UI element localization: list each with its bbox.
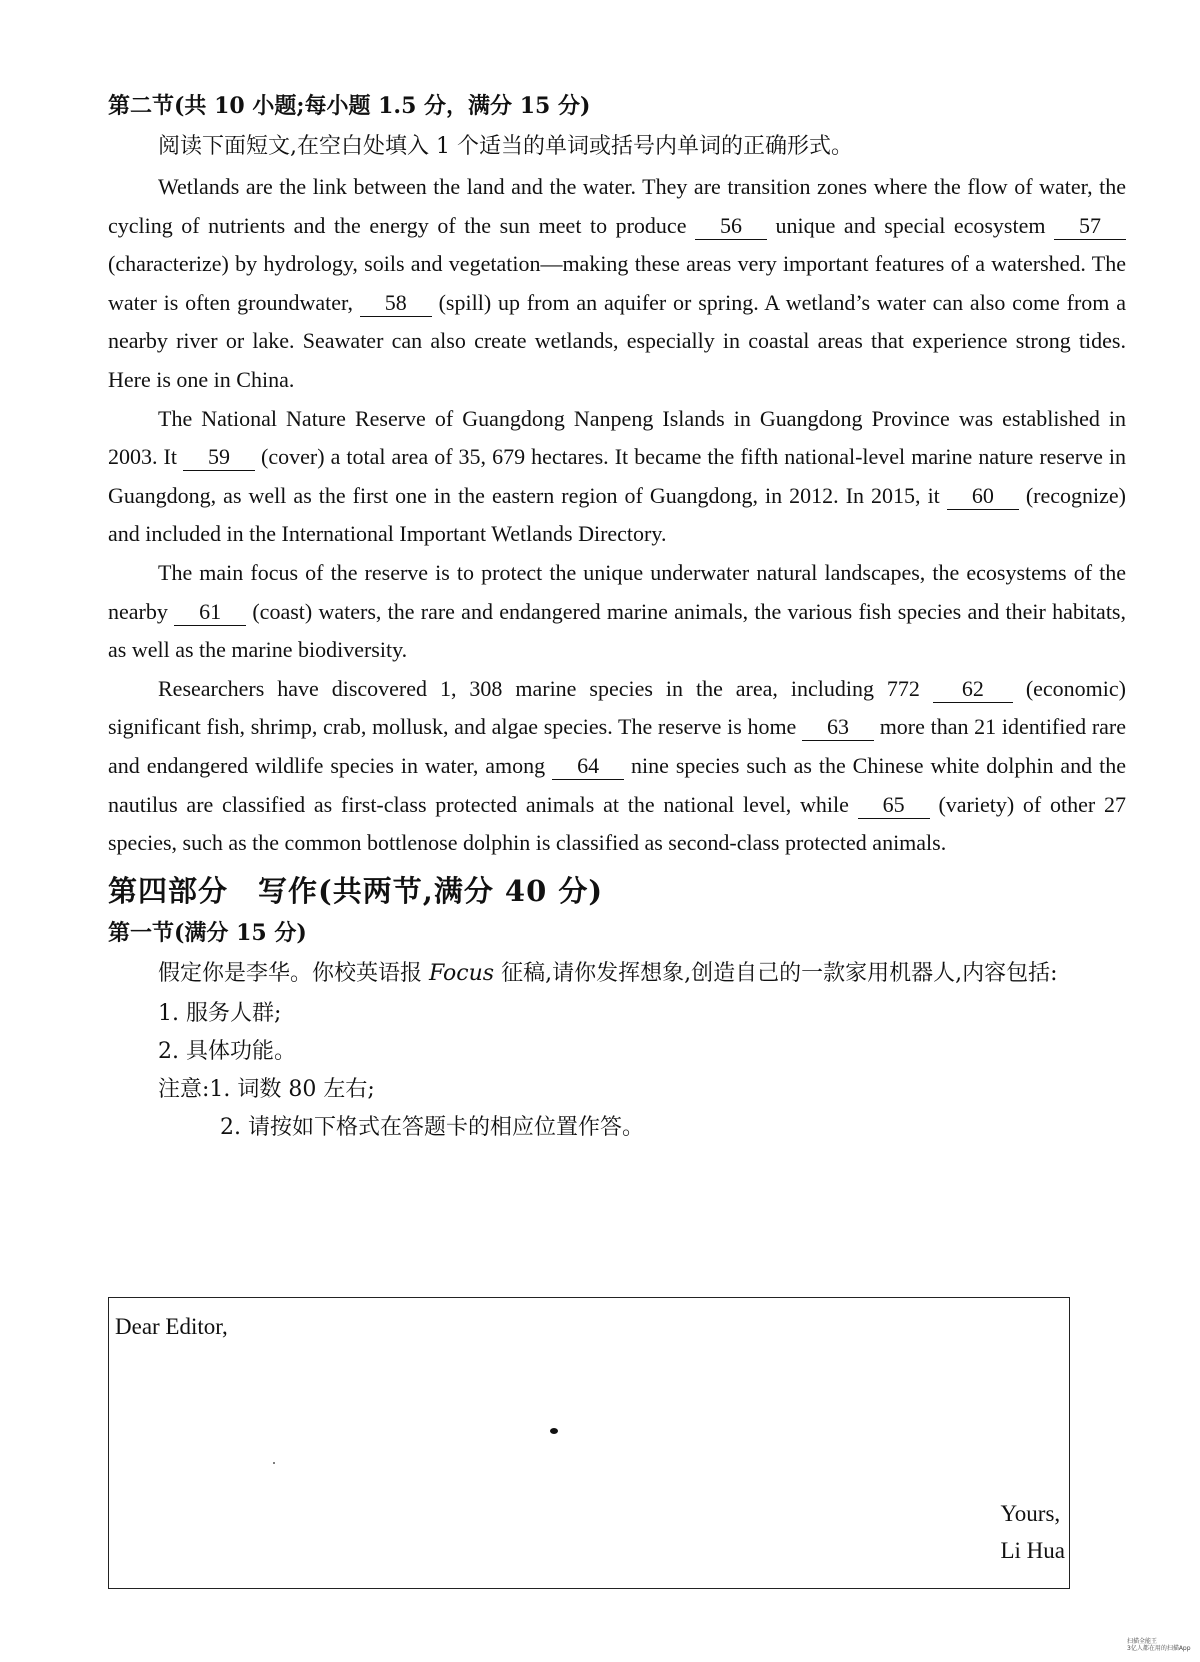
blank-65: 65	[858, 792, 930, 819]
letter-signature-name: Li Hua	[1000, 1538, 1065, 1563]
p1-text-1: Wetlands are the link between the land and the water. They are transition zones where the flow of water, the cycling of nutrients and the energy of the sun meet to produce	[108, 174, 1126, 238]
letter-greeting: Dear Editor,	[115, 1314, 228, 1339]
p2-text-1: The National Nature Reserve of Guangdong Nanpeng Islands in Guangdong Province was established in 2003. It	[108, 405, 1126, 470]
requirement-item-1: 1. 服务人群;	[158, 1000, 282, 1026]
writing-prompt	[108, 955, 1126, 993]
p4-text-2: (economic) significant fish, shrimp, crab, mollusk, and algae species. The reserve is home	[108, 675, 1127, 740]
p3-text-2: (coast) waters, the rare and endangered marine animals, the various fish species and their habitats, as well as the marine biodiversity.	[108, 598, 1126, 663]
passage-paragraph-4	[108, 670, 1126, 863]
scanner-watermark-text	[1127, 1638, 1191, 1652]
writing-section1-heading: 第一节(满分 15 分)	[108, 919, 307, 946]
p4-text-1: Researchers have discovered 1, 308 marine species in the area, including 772	[158, 675, 933, 701]
p4-text-4: nine species such as the Chinese white dolphin and the nautilus are classified as first-class protected animals at the national level, while	[108, 752, 1126, 817]
blank-56: 56	[695, 213, 767, 240]
blank-59: 59	[183, 444, 255, 471]
note-item-1: 注意:1. 词数 80 左右;	[158, 1076, 375, 1102]
section2-heading: 第二节(共 10 小题;每小题 1.5 分，满分 15 分)	[108, 93, 591, 119]
watermark-line-1: 扫描全能王	[1127, 1638, 1158, 1645]
scanner-watermark	[1124, 1638, 1191, 1652]
section2-instruction: 阅读下面短文,在空白处填入 1 个适当的单词或括号内单词的正确形式。	[158, 134, 853, 159]
p2-text-3: (recognize) and included in the International Important Wetlands Directory.	[108, 482, 1127, 547]
passage-paragraph-3	[108, 554, 1126, 670]
p1-text-2: unique and special ecosystem	[767, 212, 1055, 238]
passage-paragraph-2	[108, 400, 1126, 554]
blank-57: 57	[1054, 213, 1126, 240]
passage-paragraph-1	[108, 168, 1126, 400]
blank-63: 63	[802, 714, 874, 741]
letter-closing	[1000, 1495, 1065, 1569]
p4-text-5: (variety) of other 27 species, such as the common bottlenose dolphin is classified as second-class protected animals.	[108, 791, 1126, 856]
letter-closing-word: Yours,	[1000, 1501, 1061, 1526]
writing-prompt-text-1: 假定你是李华。你校英语报	[158, 960, 429, 986]
p1-text-3: (characterize) by hydrology, soils and vegetation—making these areas very important features of a watershed. The water is often groundwater,	[108, 251, 1126, 315]
p1-text-4: (spill) up from an aquifer or spring. A wetland’s water can also come from a nearby river or lake. Seawater can also create wetlands, especially in coastal areas that experience strong tides. Here is one in China.	[108, 289, 1126, 392]
part4-heading: 第四部分 写作(共两节,满分 40 分)	[108, 873, 604, 908]
blank-58: 58	[360, 290, 432, 317]
writing-prompt-text-2: 征稿,请你发挥想象,创造自己的一款家用机器人,内容包括:	[494, 960, 1058, 986]
p3-text-1: The main focus of the reserve is to protect the unique underwater natural landscapes, the ecosystems of the nearby	[108, 559, 1126, 624]
scan-speck	[273, 1462, 275, 1464]
p4-text-3: more than 21 identified rare and endangered wildlife species in water, among	[108, 714, 1127, 778]
watermark-line-2: 3亿人都在用的扫描App	[1127, 1645, 1191, 1652]
exam-page	[108, 90, 1126, 1147]
note-item-2: 2. 请按如下格式在答题卡的相应位置作答。	[220, 1114, 644, 1140]
scan-dot	[550, 1428, 558, 1434]
blank-64: 64	[552, 753, 624, 780]
focus-newspaper-name: Focus	[429, 960, 495, 986]
requirement-item-2: 2. 具体功能。	[158, 1038, 296, 1064]
blank-61: 61	[174, 599, 246, 626]
blank-62: 62	[933, 676, 1013, 703]
blank-60: 60	[947, 483, 1019, 510]
p2-text-2: (cover) a total area of 35, 679 hectares. It became the fifth national-level marine nature reserve in Guangdong, as well as the first one in the eastern region of Guangdong, in 2012. In 2015, it	[108, 444, 1126, 508]
letter-answer-box	[108, 1297, 1070, 1589]
